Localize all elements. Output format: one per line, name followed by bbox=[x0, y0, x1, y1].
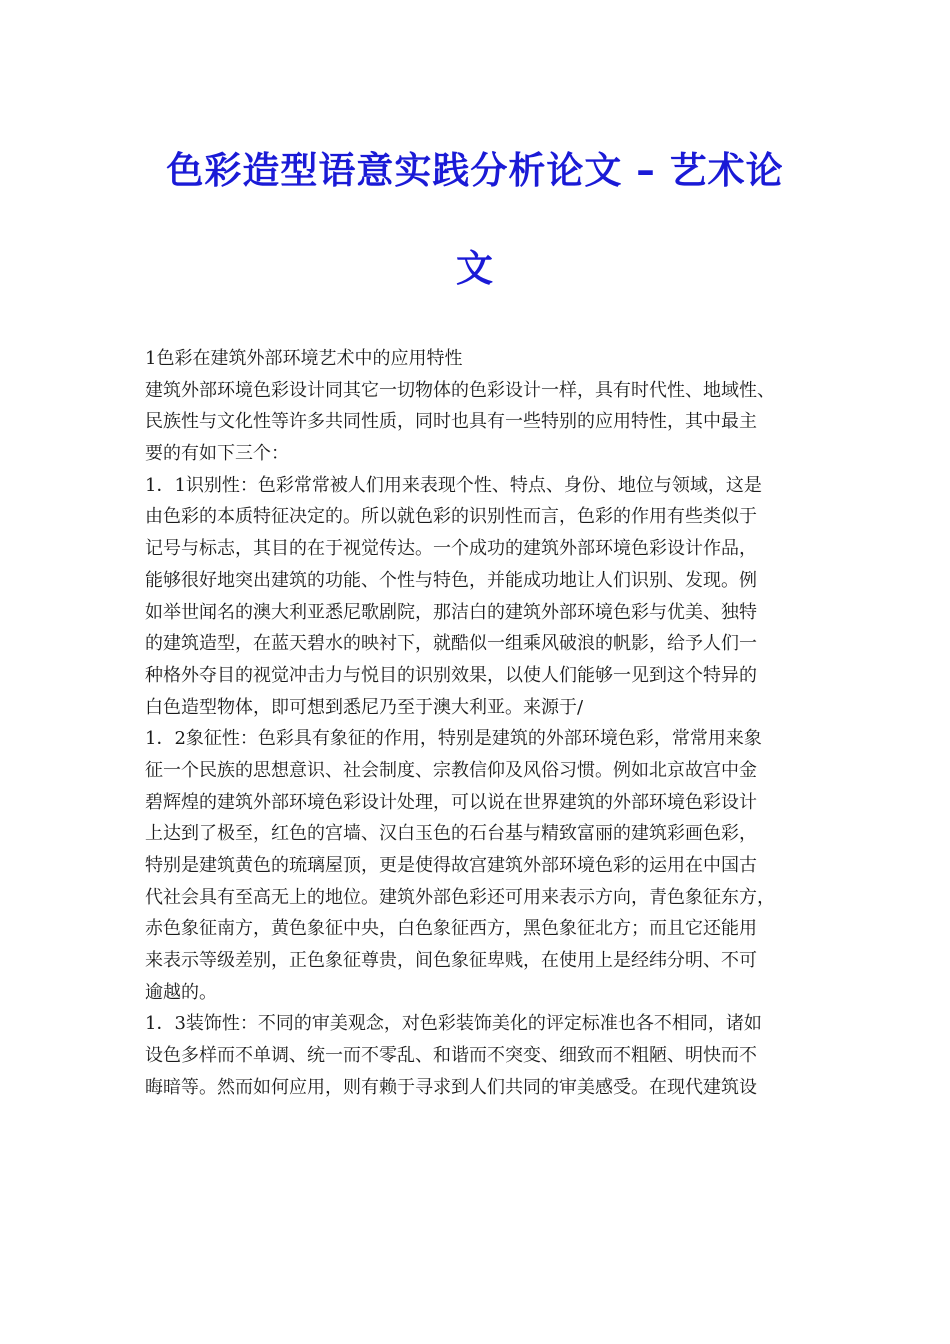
paragraph-line: 1．3装饰性：不同的审美观念，对色彩装饰美化的评定标准也各不相同，诸如 bbox=[145, 1013, 762, 1035]
paragraph-line: 晦暗等。然而如何应用，则有赖于寻求到人们共同的审美感受。在现代建筑设 bbox=[145, 1076, 757, 1098]
paragraph-line: 征一个民族的思想意识、社会制度、宗教信仰及风俗习惯。例如北京故宫中金 bbox=[145, 759, 757, 781]
document-title bbox=[140, 122, 810, 318]
title-line-1: 色彩造型语意实践分析论文 – 艺术论 bbox=[166, 149, 784, 192]
paragraph-line: 逾越的。 bbox=[145, 981, 217, 1003]
paragraph-line: 赤色象征南方，黄色象征中央，白色象征西方，黑色象征北方；而且它还能用 bbox=[145, 918, 757, 940]
paragraph-line: 特别是建筑黄色的琉璃屋顶，更是使得故宫建筑外部环境色彩的运用在中国古 bbox=[145, 855, 757, 876]
document-body bbox=[145, 343, 830, 1104]
paragraph-line: 建筑外部环境色彩设计同其它一切物体的色彩设计一样，具有时代性、地域性、 bbox=[145, 379, 775, 401]
paragraph-line: 1．1识别性：色彩常常被人们用来表现个性、特点、身份、地位与领域，这是 bbox=[145, 474, 762, 496]
paragraph-line: 民族性与文化性等许多共同性质，同时也具有一些特别的应用特性，其中最主 bbox=[145, 411, 757, 433]
title-line-2: 文 bbox=[456, 247, 494, 290]
paragraph-line: 由色彩的本质特征决定的。所以就色彩的识别性而言，色彩的作用有些类似于 bbox=[145, 506, 757, 528]
paragraph-line: 白色造型物体，即可想到悉尼乃至于澳大利亚。来源于/ bbox=[145, 696, 584, 718]
section-heading: 1色彩在建筑外部环境艺术中的应用特性 bbox=[145, 348, 463, 369]
paragraph-line: 记号与标志，其目的在于视觉传达。一个成功的建筑外部环境色彩设计作品， bbox=[145, 538, 757, 560]
paragraph-line: 1．2象征性：色彩具有象征的作用，特别是建筑的外部环境色彩，常常用来象 bbox=[145, 728, 762, 750]
paragraph-line: 要的有如下三个： bbox=[145, 443, 289, 465]
paragraph-line: 碧辉煌的建筑外部环境色彩设计处理，可以说在世界建筑的外部环境色彩设计 bbox=[145, 791, 757, 813]
paragraph-line: 设色多样而不单调、统一而不零乱、和谐而不突变、细致而不粗陋、明快而不 bbox=[145, 1045, 757, 1067]
paragraph-line: 的建筑造型，在蓝天碧水的映衬下，就酷似一组乘风破浪的帆影，给予人们一 bbox=[145, 633, 757, 655]
paragraph-line: 能够很好地突出建筑的功能、个性与特色，并能成功地让人们识别、发现。例 bbox=[145, 569, 757, 591]
paragraph-line: 上达到了极至，红色的宫墙、汉白玉色的石台基与精致富丽的建筑彩画色彩， bbox=[145, 823, 757, 845]
paragraph-line: 如举世闻名的澳大利亚悉尼歌剧院，那洁白的建筑外部环境色彩与优美、独特 bbox=[145, 601, 757, 623]
paragraph-line: 来表示等级差别，正色象征尊贵，间色象征卑贱，在使用上是经纬分明、不可 bbox=[145, 950, 757, 972]
paragraph-line: 代社会具有至高无上的地位。建筑外部色彩还可用来表示方向，青色象征东方， bbox=[145, 886, 775, 908]
paragraph-line: 种格外夺目的视觉冲击力与悦目的识别效果，以使人们能够一见到这个特异的 bbox=[145, 664, 757, 686]
